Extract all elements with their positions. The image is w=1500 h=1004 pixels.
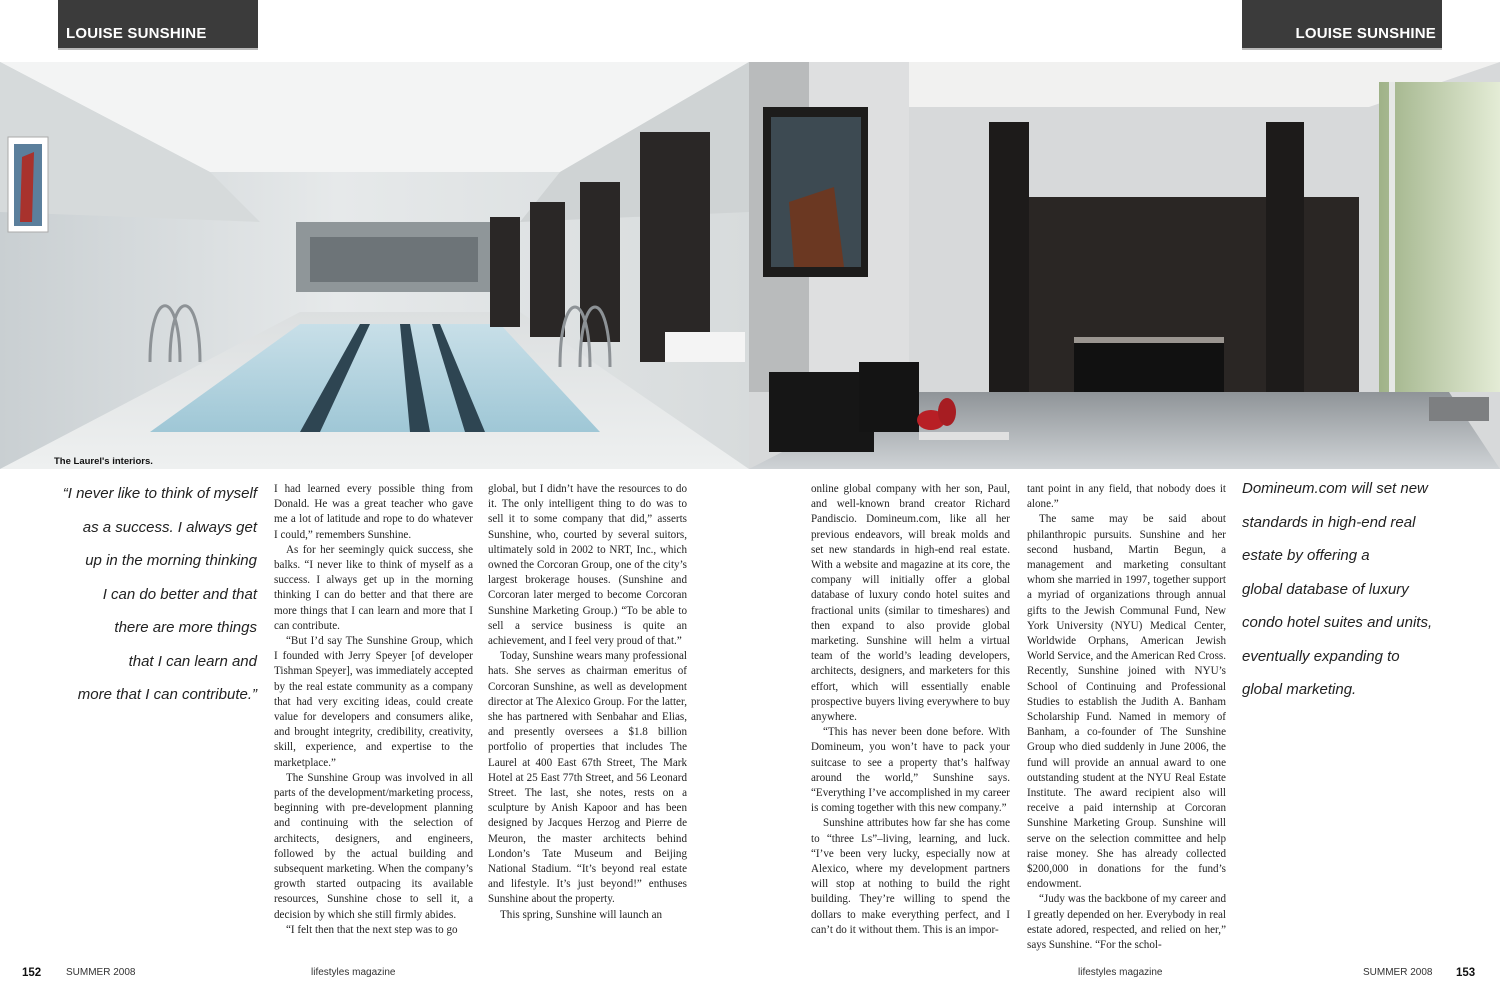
pull-quote-line: I can do better and that <box>102 585 257 603</box>
pool-photo <box>0 62 749 469</box>
pull-quote-line: standards in high-end real <box>1242 513 1416 531</box>
photo-caption: The Laurel's interiors. <box>54 456 153 467</box>
magazine-name-right: lifestyles magazine <box>1078 967 1163 978</box>
pull-quote-line: “I never like to think of myself <box>62 485 257 502</box>
pull-quote-line: more that I can contribute.” <box>77 686 257 703</box>
page-number-left: 152 <box>22 967 42 979</box>
pool-image <box>0 62 749 469</box>
page-number-right: 153 <box>1456 967 1476 979</box>
section-label-left: LOUISE SUNSHINE <box>66 25 207 42</box>
pull-quote-line: condo hotel suites and units, <box>1242 614 1433 631</box>
paragraph: The Sunshine Group was involved in all parts of the development/marketing process, beginning with pre-development planning and continuing with the selection of architects, designers, and engineers, followed by the actual building and subsequent marketing. When the company’s growth started outpacing its available resources, Sunshine chose to sell it, a decision by which she still firmly abides. <box>274 771 473 921</box>
section-tab-left <box>58 0 258 50</box>
pull-quote-line: eventually expanding to <box>1242 647 1400 665</box>
magazine-name-left: lifestyles magazine <box>311 967 396 978</box>
pull-quote-left <box>40 484 257 719</box>
paragraph: “But I’d say The Sunshine Group, which I founded with Jerry Speyer [of developer Tishman Speyer], was immediately accepted by the real estate community as a company that had very exciting ideas, could create value for developers and consumers alike, and brought integrity, credibility, creativity, skill, experience, and expertise to the marketplace.” <box>274 635 473 769</box>
pull-quote-line: Domineum.com will set new <box>1242 480 1428 497</box>
paragraph: The same may be said about philanthropic pursuits. Sunshine and her second husband, Martin Begun, a management and marketing consultant whom she married in 1997, together support a myriad of organizations through annual gifts to the Jewish Communal Fund, New York University (NYU) Medical Center, Worldwide Orphans, American Jewish World Service, and the American Red Cross. Recently, Sunshine joined with NYU’s School of Continuing and Professional Studies to establish the Judith A. Banham Scholarship Fund. Named in memory of Banham, a co-founder of The Sunshine Group who died suddenly in June 2006, the fund will provide an annual award to one outstanding student at the NYU Real Estate Institute. The award recipient also will receive a paid internship at Corcoran Sunshine Marketing Group. Sunshine will serve on the selection committee and help raise money. She has already collected $200,000 in donations for the fund’s endowment. <box>1027 513 1226 891</box>
paragraph: tant point in any field, that nobody does it alone.” <box>1027 483 1226 511</box>
pull-quote-line: there are more things <box>114 619 257 636</box>
lobby-photo <box>749 62 1500 469</box>
pull-quote-line: global database of luxury <box>1242 580 1409 598</box>
paragraph: I had learned every possible thing from Donald. He was a great teacher who gave me a lot of latitude and rope to do whatever I could,” remembers Sunshine. <box>274 483 473 541</box>
pull-quote-line: as a success. I always get <box>82 518 257 536</box>
section-label-right: LOUISE SUNSHINE <box>1295 25 1436 42</box>
article-column-2 <box>488 482 687 923</box>
issue-date-left: SUMMER 2008 <box>66 967 136 978</box>
pull-quote-line: global marketing. <box>1242 681 1357 698</box>
pull-quote-line: estate by offering a <box>1242 547 1370 564</box>
paragraph: “This has never been done before. With Domineum, you won’t have to pack your suitcase to see a property that’s halfway around the world,” Sunshine says. “Everything I’ve accomplished in my career is coming together with this new company.” <box>811 726 1010 815</box>
article-column-1 <box>274 482 473 938</box>
paragraph: online global company with her son, Paul, and well-known brand creator Richard Pandiscio. Domineum.com, like all her previous endeavors, will break molds and set new standards in high-end real estate. With a website and magazine at its core, the company will initially offer a global database of luxury condo hotel suites and fractional units (similar to timeshares) and then expand to also provide global marketing. Sunshine will helm a virtual team of the world’s leading developers, architects, designers, and marketers for this effort, which will essentially enable prospective buyers living everywhere to buy anywhere. <box>811 483 1010 724</box>
article-column-3 <box>811 482 1010 938</box>
paragraph: As for her seemingly quick success, she balks. “I never like to think of myself as a success. I always get up in the morning thinking I can do better and that there are more things that I can learn and more that I can contribute. <box>274 543 473 632</box>
paragraph: Today, Sunshine wears many professional hats. She serves as chairman emeritus of Corcoran Sunshine, as well as development director at The Alexico Group. For the latter, she has partnered with Senbahar and Elias, and presently oversees a $1.8 billion portfolio of properties that includes The Laurel at 400 East 67th Street, The Mark Hotel at 25 East 77th Street, and 56 Leonard Street. The last, she notes, rests on a sculpture by Anish Kapoor and has been designed by Jacques Herzog and Pierre de Meuron, the master architects behind London’s Tate Museum and Beijing National Stadium. “It’s beyond real estate and lifestyle. It’s just beyond!” enthuses Sunshine about the property. <box>488 650 687 906</box>
pull-quote-line: that I can learn and <box>128 652 257 670</box>
paragraph: “Judy was the backbone of my career and I greatly depended on her. Everybody in real estate adored, respected, and relied on her,” says Sunshine. “For the schol- <box>1027 893 1226 952</box>
lobby-image <box>749 62 1500 469</box>
issue-date-right: SUMMER 2008 <box>1363 967 1433 978</box>
paragraph: This spring, Sunshine will launch an <box>500 908 663 921</box>
section-tab-right <box>1242 0 1442 50</box>
article-column-4 <box>1027 482 1226 953</box>
paragraph: Sunshine attributes how far she has come to “three Ls”–living, learning, and luck. “I’ve been very lucky, especially now at Alexico, where my development partners will stop at nothing to build the right building. They’re willing to spend the dollars to make everything perfect, and I can’t do it without them. This is an impor- <box>811 817 1010 936</box>
paragraph: global, but I didn’t have the resources to do it. The only intelligent thing to do was to sell it to some company that did,” asserts Sunshine, who, courted by several suitors, ultimately sold in 2002 to NRT, Inc., which owned the Corcoran Group, one of the city’s largest brokerage houses. (Sunshine and Corcoran later merged to become Corcoran Sunshine Marketing Group.) “To be able to sell a service business is quite an achievement, and I feel very proud of that.” <box>488 483 687 648</box>
paragraph: “I felt then that the next step was to go <box>286 923 458 936</box>
pull-quote-right <box>1242 479 1467 714</box>
pull-quote-line: up in the morning thinking <box>85 552 257 569</box>
